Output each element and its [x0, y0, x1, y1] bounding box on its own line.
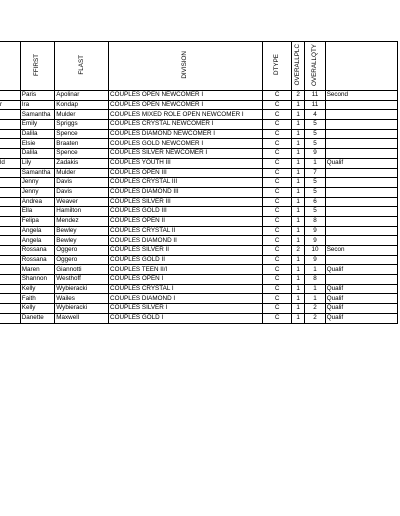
cell-last: Oggero: [55, 255, 109, 265]
cell-last: Mendez: [55, 216, 109, 226]
cell-division: COUPLES OPEN NEWCOMER I: [109, 91, 263, 101]
cell-plc: 1: [292, 100, 305, 110]
cell-qty: 1: [305, 294, 325, 304]
table-row: [0, 246, 398, 256]
cell-plc: 1: [292, 120, 305, 130]
cell-plc: 1: [292, 216, 305, 226]
cell-plc: 1: [292, 158, 305, 168]
cell-first: Angela: [20, 226, 55, 236]
cell-prev: [0, 207, 20, 217]
cell-last: Wybieracki: [55, 284, 109, 294]
cell-division: COUPLES OPEN II: [109, 216, 263, 226]
cell-last: Westhoff: [55, 275, 109, 285]
cell-note: [325, 149, 397, 159]
cell-dtype: C: [263, 255, 292, 265]
cell-prev: [0, 265, 20, 275]
cell-dtype: C: [263, 246, 292, 256]
table-row: [0, 178, 398, 188]
cell-plc: 1: [292, 265, 305, 275]
cell-plc: 1: [292, 294, 305, 304]
table-row: [0, 207, 398, 217]
cell-last: Davis: [55, 178, 109, 188]
cell-plc: 1: [292, 139, 305, 149]
cell-dtype: C: [263, 294, 292, 304]
header-cell-note: [325, 42, 397, 91]
cell-division: COUPLES SILVER I: [109, 304, 263, 314]
cell-first: Maren: [20, 265, 55, 275]
cell-plc: 1: [292, 304, 305, 314]
cell-dtype: C: [263, 100, 292, 110]
cell-qty: 8: [305, 275, 325, 285]
cell-last: Kondap: [55, 100, 109, 110]
cell-prev: [0, 216, 20, 226]
cell-last: Davis: [55, 187, 109, 197]
cell-last: Mulder: [55, 110, 109, 120]
cell-first: Kelly: [20, 284, 55, 294]
cell-prev: [0, 110, 20, 120]
table-row: [0, 304, 398, 314]
table-row: [0, 197, 398, 207]
cell-qty: 9: [305, 255, 325, 265]
cell-plc: 2: [292, 246, 305, 256]
cell-dtype: C: [263, 207, 292, 217]
cell-prev: [0, 313, 20, 323]
cell-first: Dalila: [20, 129, 55, 139]
cell-plc: 1: [292, 149, 305, 159]
table-row: [0, 91, 398, 101]
cell-dtype: C: [263, 265, 292, 275]
cell-first: Angela: [20, 236, 55, 246]
cell-division: COUPLES GOLD II: [109, 255, 263, 265]
cell-first: Rossana: [20, 255, 55, 265]
table-row: [0, 275, 398, 285]
cell-dtype: C: [263, 110, 292, 120]
cell-note: [325, 255, 397, 265]
cell-note: [325, 236, 397, 246]
cell-plc: 1: [292, 187, 305, 197]
cell-plc: 1: [292, 275, 305, 285]
header-overallqty: OVERALLQTY: [310, 43, 318, 86]
cell-plc: 1: [292, 207, 305, 217]
cell-plc: 1: [292, 110, 305, 120]
table-row: [0, 265, 398, 275]
header-cell-flast: [55, 42, 109, 91]
table-row: [0, 149, 398, 159]
table-row: [0, 129, 398, 139]
header-cell-overallqty: [305, 42, 325, 91]
cell-plc: 1: [292, 168, 305, 178]
cell-division: COUPLES GOLD NEWCOMER I: [109, 139, 263, 149]
cell-division: COUPLES GOLD III: [109, 207, 263, 217]
cell-prev: [0, 187, 20, 197]
cell-last: Wailes: [55, 294, 109, 304]
cell-note: Qualif: [325, 284, 397, 294]
cell-last: Maxwell: [55, 313, 109, 323]
cell-plc: 1: [292, 197, 305, 207]
cell-qty: 4: [305, 110, 325, 120]
table-row: [0, 255, 398, 265]
cell-dtype: C: [263, 129, 292, 139]
table-row: [0, 226, 398, 236]
table-row: [0, 100, 398, 110]
table-body: [0, 91, 398, 324]
cell-note: Qualif: [325, 313, 397, 323]
cell-prev: ld: [0, 158, 20, 168]
cell-qty: 5: [305, 129, 325, 139]
cell-qty: 9: [305, 236, 325, 246]
cell-prev: [0, 275, 20, 285]
header-ffirst: FFIRST: [33, 53, 41, 76]
header-cell-dtype: [263, 42, 292, 91]
header-flast: FLAST: [77, 55, 85, 75]
cell-last: Spence: [55, 129, 109, 139]
cell-first: Jenny: [20, 187, 55, 197]
cell-first: Ella: [20, 207, 55, 217]
cell-plc: 1: [292, 236, 305, 246]
cell-plc: 1: [292, 178, 305, 188]
header-cell-prev: [0, 42, 20, 91]
table-row: [0, 313, 398, 323]
cell-dtype: C: [263, 139, 292, 149]
cell-first: Lily: [20, 158, 55, 168]
cell-plc: 1: [292, 129, 305, 139]
cell-note: Secon: [325, 246, 397, 256]
cell-prev: [0, 129, 20, 139]
cell-last: Hamilton: [55, 207, 109, 217]
cell-first: Felipa: [20, 216, 55, 226]
cell-division: COUPLES SILVER III: [109, 197, 263, 207]
cell-note: [325, 216, 397, 226]
table-row: [0, 294, 398, 304]
cell-division: COUPLES OPEN I: [109, 275, 263, 285]
cell-prev: [0, 139, 20, 149]
cell-first: Ira: [20, 100, 55, 110]
header-dtype: DTYPE: [272, 54, 280, 76]
cell-division: COUPLES GOLD I: [109, 313, 263, 323]
cell-prev: [0, 149, 20, 159]
cell-division: COUPLES TEEN II/I: [109, 265, 263, 275]
cell-note: Qualif: [325, 265, 397, 275]
cell-last: Weaver: [55, 197, 109, 207]
cell-first: Elsie: [20, 139, 55, 149]
table-row: [0, 168, 398, 178]
cell-qty: 1: [305, 158, 325, 168]
cell-note: Second: [325, 91, 397, 101]
cell-note: [325, 197, 397, 207]
cell-prev: [0, 294, 20, 304]
cell-division: COUPLES DIAMOND II: [109, 236, 263, 246]
cell-note: [325, 275, 397, 285]
table-row: [0, 284, 398, 294]
table-row: [0, 236, 398, 246]
cell-prev: [0, 226, 20, 236]
cell-last: Bewley: [55, 236, 109, 246]
cell-prev: r: [0, 100, 20, 110]
cell-dtype: C: [263, 304, 292, 314]
table-row: [0, 120, 398, 130]
cell-note: [325, 168, 397, 178]
cell-qty: 8: [305, 216, 325, 226]
cell-first: Rossana: [20, 246, 55, 256]
cell-note: Qualif: [325, 294, 397, 304]
cell-dtype: C: [263, 313, 292, 323]
cell-division: COUPLES SILVER NEWCOMER I: [109, 149, 263, 159]
cell-first: Emily: [20, 120, 55, 130]
cell-qty: 5: [305, 187, 325, 197]
cell-dtype: C: [263, 197, 292, 207]
cell-first: Samantha: [20, 168, 55, 178]
cell-dtype: C: [263, 275, 292, 285]
cell-last: Spriggs: [55, 120, 109, 130]
cell-division: COUPLES DIAMOND I: [109, 294, 263, 304]
cell-qty: 2: [305, 313, 325, 323]
cell-qty: 11: [305, 91, 325, 101]
cell-division: COUPLES MIXED ROLE OPEN NEWCOMER I: [109, 110, 263, 120]
cell-plc: 1: [292, 284, 305, 294]
cell-first: Paris: [20, 91, 55, 101]
cell-dtype: C: [263, 216, 292, 226]
cell-prev: [0, 246, 20, 256]
cell-last: Apolinar: [55, 91, 109, 101]
cell-last: Giannotti: [55, 265, 109, 275]
cell-qty: 5: [305, 120, 325, 130]
cell-prev: [0, 197, 20, 207]
cell-division: COUPLES CRYSTAL II: [109, 226, 263, 236]
cell-note: [325, 110, 397, 120]
cell-note: Qualif: [325, 158, 397, 168]
cell-last: Oggero: [55, 246, 109, 256]
cell-last: Mulder: [55, 168, 109, 178]
cell-dtype: C: [263, 120, 292, 130]
cell-dtype: C: [263, 158, 292, 168]
cell-prev: [0, 91, 20, 101]
header-overallplc: OVERALLPLC: [294, 44, 302, 86]
cell-note: [325, 187, 397, 197]
cell-plc: 1: [292, 313, 305, 323]
cell-division: COUPLES DIAMOND NEWCOMER I: [109, 129, 263, 139]
cell-first: Shannon: [20, 275, 55, 285]
cell-last: Bewley: [55, 226, 109, 236]
cell-qty: 7: [305, 168, 325, 178]
header-cell-ffirst: [20, 42, 55, 91]
cell-qty: 5: [305, 207, 325, 217]
table-row: [0, 216, 398, 226]
table-row: [0, 139, 398, 149]
cell-first: Jenny: [20, 178, 55, 188]
cell-qty: 9: [305, 226, 325, 236]
cell-note: [325, 226, 397, 236]
cell-note: [325, 129, 397, 139]
cell-last: Spence: [55, 149, 109, 159]
table-row: [0, 187, 398, 197]
cell-prev: [0, 168, 20, 178]
cell-qty: 5: [305, 178, 325, 188]
cell-note: [325, 207, 397, 217]
cell-prev: [0, 236, 20, 246]
cell-note: Qualif: [325, 304, 397, 314]
cell-prev: [0, 304, 20, 314]
cell-first: Dalila: [20, 149, 55, 159]
cell-note: [325, 120, 397, 130]
cell-prev: [0, 284, 20, 294]
header-cell-division: [109, 42, 263, 91]
cell-plc: 1: [292, 226, 305, 236]
header-cell-overallplc: [292, 42, 305, 91]
cell-qty: 10: [305, 246, 325, 256]
cell-prev: [0, 178, 20, 188]
cell-dtype: C: [263, 187, 292, 197]
cell-dtype: C: [263, 226, 292, 236]
cell-qty: 2: [305, 304, 325, 314]
cell-dtype: C: [263, 91, 292, 101]
cell-dtype: C: [263, 168, 292, 178]
cell-note: [325, 100, 397, 110]
cell-first: Danette: [20, 313, 55, 323]
cell-first: Faith: [20, 294, 55, 304]
cell-dtype: C: [263, 236, 292, 246]
cell-qty: 11: [305, 100, 325, 110]
cell-plc: 1: [292, 255, 305, 265]
cell-plc: 2: [292, 91, 305, 101]
header-division: DIVISION: [181, 51, 189, 79]
cell-division: COUPLES SILVER II: [109, 246, 263, 256]
cell-division: COUPLES CRYSTAL III: [109, 178, 263, 188]
cell-division: COUPLES DIAMOND III: [109, 187, 263, 197]
table-row: [0, 158, 398, 168]
table-row: [0, 110, 398, 120]
cell-division: COUPLES CRYSTAL NEWCOMER I: [109, 120, 263, 130]
cell-dtype: C: [263, 149, 292, 159]
cell-division: COUPLES OPEN NEWCOMER I: [109, 100, 263, 110]
cell-division: COUPLES OPEN III: [109, 168, 263, 178]
cell-dtype: C: [263, 178, 292, 188]
cell-first: Kelly: [20, 304, 55, 314]
header-row: [0, 42, 398, 91]
cell-note: [325, 178, 397, 188]
cell-first: Andrea: [20, 197, 55, 207]
cell-qty: 6: [305, 197, 325, 207]
cell-qty: 1: [305, 284, 325, 294]
cell-division: COUPLES YOUTH III: [109, 158, 263, 168]
cell-last: Zadakis: [55, 158, 109, 168]
cell-dtype: C: [263, 284, 292, 294]
cell-qty: 9: [305, 149, 325, 159]
cell-note: [325, 139, 397, 149]
cell-division: COUPLES CRYSTAL I: [109, 284, 263, 294]
cell-qty: 5: [305, 139, 325, 149]
cell-first: Samantha: [20, 110, 55, 120]
cell-prev: [0, 255, 20, 265]
cell-last: Wybieracki: [55, 304, 109, 314]
cell-prev: [0, 120, 20, 130]
cell-qty: 1: [305, 265, 325, 275]
results-table: [0, 41, 398, 324]
cell-last: Braaten: [55, 139, 109, 149]
